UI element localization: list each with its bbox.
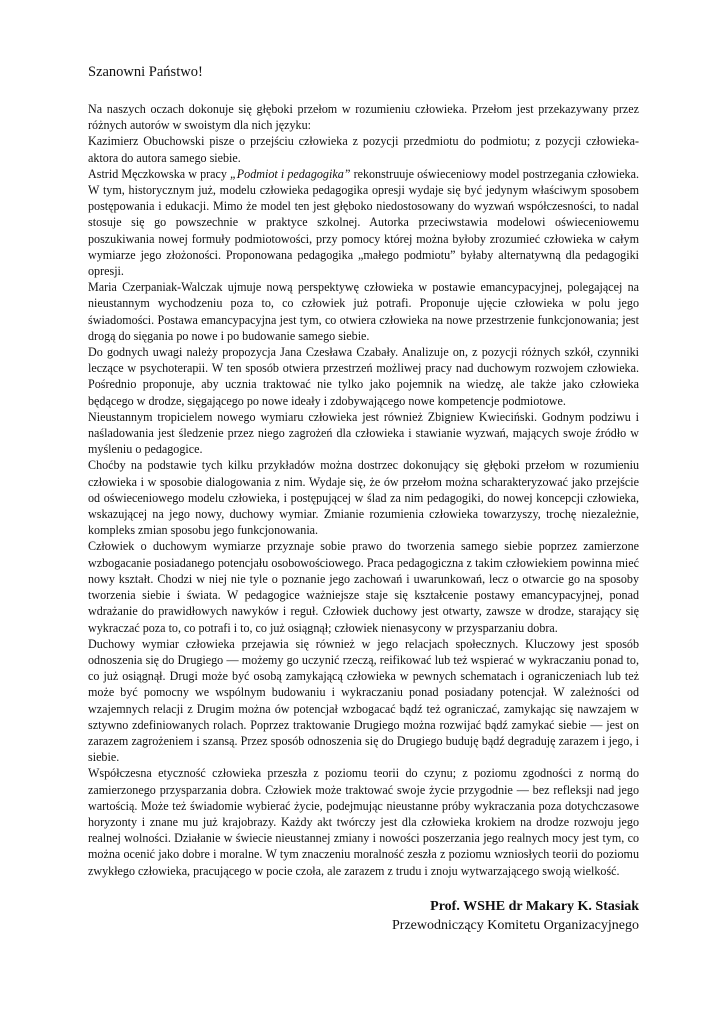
letter xyxy=(88,64,639,935)
paragraph-czerpaniak: Maria Czerpaniak-Walczak ujmuje nową perspektywę człowieka w postawie emancypacyjnej, polegającej na nieustannym wychodzeniu poza to, co człowiek już potrafi. Proponuje ujęcie człowieka w polu jego świadomości. Postawa emancypacyjna jest tym, co otwiera człowieka na nowe przestrzenie funkcjonowania; jest drogą do sięgania po nowe i po budowanie samego siebie. xyxy=(88,280,639,343)
paragraph-meczkowska xyxy=(88,166,639,279)
greeting: Szanowni Państwo! xyxy=(88,64,203,80)
paragraph-meczkowska-before: Astrid Męczkowska w pracy xyxy=(88,166,231,181)
paragraph-meczkowska-after: rekonstruuje oświeceniowy model postrzegania człowieka. W tym, historycznym już, modelu człowieka pedagogika opresji wydaje się być jedynym właściwym sposobem postępowania i edukacji. Mimo że model ten jest głęboko niedostosowany do wyzwań współczesności, to nadal stosuje się go powszechnie w praktyce szkolnej. Autorka przeciwstawia modelowi oświeceniowemu poszukiwania nowej formuły podmiotowości, przy pomocy której można byłoby zrozumieć człowieka w całym wymiarze jego złożoności. Proponowana pedagogika „małego podmiotu” byłaby alternatywną dla pedagogiki opresji. xyxy=(88,166,639,279)
signature-name: Prof. WSHE dr Makary K. Stasiak xyxy=(430,898,639,914)
paragraph-etycznosc: Współczesna etyczność człowieka przeszła z poziomu teorii do czynu; z poziomu zgodności z normą do zamierzonego przysparzania dobra. Człowiek może traktować swoje życie przygodnie — bez refleksji nad jego wartością. Może też świadomie wybierać życie, podejmując nieustanne próby wykraczania poza dotychczasowe horyzonty i znane mu już krajobrazy. Każdy akt twórczy jest dla człowieka krokiem na drodze rozwoju jego realnej wolności. Działanie w świecie nieustannej zmiany i nowości poszerzania jego realnych mocy jest tym, co można ocenić jako dobre i moralne. W tym znaczeniu moralność zeszła z poziomu wzniosłych teorii do poziomu zwykłego człowieka, pracującego w pocie czoła, ale zarazem z trudu i znoju wytwarzającego swoją wielkość. xyxy=(88,766,639,878)
paragraph-relacje: Duchowy wymiar człowieka przejawia się również w jego relacjach społecznych. Kluczowy jest sposób odnoszenia się do Drugiego — możemy go uczynić rzeczą, reifikować lub też wspierać w wykraczaniu ponad to, co już osiągnął. Drugi może być osobą zamykającą człowieka w pewnych schematach i ograniczeniach lub też może być pomocny we wspólnym budowaniu i wykraczaniu ponad posiadany potencjał. W zależności od wzajemnych relacji z Drugim można ów potencjał wzbogacać bądź też ograniczać, zamykając się nawzajem w sztywno zdefiniowanych rolach. Poprzez traktowanie Drugiego można rozwijać bądź zamykać siebie — jest on zarazem zagrożeniem i szansą. Przez sposób odnoszenia się do Drugiego buduję bądź degraduję zarazem i jego, i siebie. xyxy=(88,636,639,765)
signature-role: Przewodniczący Komitetu Organizacyjnego xyxy=(392,917,639,933)
paragraph-kwiecinski: Nieustannym tropicielem nowego wymiaru człowieka jest również Zbigniew Kwieciński. Godnym podziwu i naśladowania jest śledzenie przez niego zagrożeń dla człowieka i stawianie wyzwań, mających swoje źródło w myśleniu o pedagogice. xyxy=(88,409,639,457)
paragraph-obuchowski: Kazimierz Obuchowski pisze o przejściu człowieka z pozycji przedmiotu do podmiotu; z pozycji człowieka-aktora do autora samego siebie. xyxy=(88,134,639,165)
paragraph-duchowy: Człowiek o duchowym wymiarze przyznaje sobie prawo do tworzenia samego siebie poprzez zamierzone wzbogacanie posiadanego potencjału osobowościowego. Praca pedagogiczna z takim człowiekiem powinna mieć nowy kształt. Chodzi w niej nie tyle o poznanie jego zachowań i uwarunkowań, lecz o otwarcie go na sposoby tworzenia siebie i świata. W pedagogice ważniejsze staje się kształcenie postawy emancypacyjnej, ponad wdrażanie do prawidłowych nawyków i reguł. Człowiek duchowy jest otwarty, zawsze w drodze, starający się wykraczać poza to, co potrafi i to, co już osiągnął; człowiek nienasycony w przysparzaniu dobra. xyxy=(88,539,639,635)
paragraph-czabala: Do godnych uwagi należy propozycja Jana Czesława Czabały. Analizuje on, z pozycji różnych szkół, czynniki leczące w psychoterapii. W ten sposób otwiera przestrzeń możliwej pracy nad duchowym rozwojem człowieka. Pośrednio proponuje, aby ucznia traktować nie tylko jako pojemnik na wiedzę, ale także jako człowieka będącego w drodze, sięgającego po nowe ideały i zdobywającego nowe kompetencje podmiotowe. xyxy=(88,345,639,408)
paragraph-intro: Na naszych oczach dokonuje się głęboki przełom w rozumieniu człowieka. Przełom jest przekazywany przez różnych autorów w swoistym dla nich języku: xyxy=(88,102,639,133)
paragraph-przelom: Choćby na podstawie tych kilku przykładów można dostrzec dokonujący się głęboki przełom w rozumieniu człowieka i w sposobie dialogowania z nim. Wydaje się, że ów przełom można scharakteryzować jako przejście od oświeceniowego modelu człowieka, i postępującej w ślad za nim pedagogiki, do nowej koncepcji człowieka, wskazującej na jego nowy, duchowy wymiar. Zmianie rozumienia człowieka towarzyszy, trochę niezależnie, kompleks zmian sposobu jego funkcjonowania. xyxy=(88,458,639,538)
book-title: „Podmiot i pedagogika” xyxy=(230,166,351,181)
signature xyxy=(88,897,639,935)
